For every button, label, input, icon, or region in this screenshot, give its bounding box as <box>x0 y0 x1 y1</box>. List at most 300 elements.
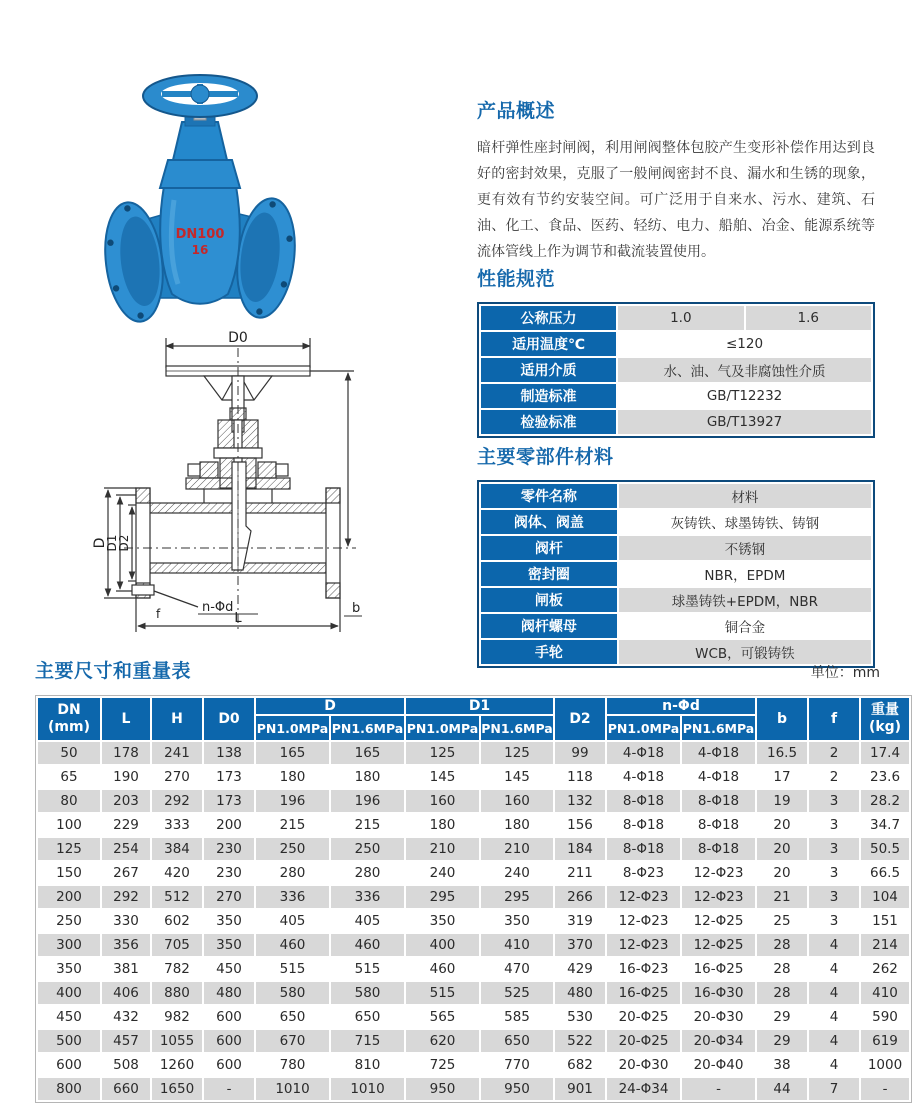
dimension-cell: 590 <box>861 1006 909 1028</box>
dimension-cell: 190 <box>102 766 150 788</box>
dimensions-title: 主要尺寸和重量表 <box>35 660 192 682</box>
dimension-cell: 12-Φ25 <box>682 934 755 956</box>
product-photo <box>100 60 300 335</box>
col-header-d0: D0 <box>204 698 254 740</box>
material-value: 球墨铸铁+EPDM，NBR <box>619 588 871 612</box>
dimension-cell: 230 <box>204 838 254 860</box>
dimension-cell: 400 <box>406 934 479 956</box>
dimension-cell: 125 <box>406 742 479 764</box>
dimension-cell: 65 <box>38 766 100 788</box>
dimension-row <box>38 766 909 788</box>
dimension-cell: 180 <box>406 814 479 836</box>
material-part-name: 阀杆 <box>481 536 617 560</box>
dimension-cell: 470 <box>481 958 553 980</box>
materials-title: 主要零部件材料 <box>477 446 614 468</box>
dimension-cell: 16-Φ30 <box>682 982 755 1004</box>
col-header-d: D <box>256 698 404 714</box>
material-value: WCB，可锻铸铁 <box>619 640 871 664</box>
dimension-cell: 600 <box>204 1030 254 1052</box>
dimension-cell: 800 <box>38 1078 100 1100</box>
dimension-cell: 350 <box>204 910 254 932</box>
valve-marking-pn: 16 <box>191 243 209 257</box>
material-value: 材料 <box>619 484 871 508</box>
dimension-cell: 3 <box>809 814 859 836</box>
dimension-cell: 512 <box>152 886 202 908</box>
dimension-cell: 4-Φ18 <box>607 742 680 764</box>
material-row <box>481 484 871 508</box>
dimension-cell: 370 <box>555 934 605 956</box>
dimension-cell: 20-Φ25 <box>607 1006 680 1028</box>
dimension-row <box>38 1054 909 1076</box>
specs-title: 性能规范 <box>477 268 556 290</box>
dimension-cell: 180 <box>256 766 329 788</box>
dimension-cell: 450 <box>204 958 254 980</box>
spec-value: 水、油、气及非腐蚀性介质 <box>618 358 871 382</box>
material-part-name: 阀体、阀盖 <box>481 510 617 534</box>
material-row <box>481 510 871 534</box>
dim-label-d1: D1 <box>105 534 119 552</box>
dim-label-d2: D2 <box>117 534 131 552</box>
dimension-cell: 165 <box>256 742 329 764</box>
dimension-cell: 1010 <box>256 1078 329 1100</box>
col-header-f: f <box>809 698 859 740</box>
dimension-cell: 600 <box>204 1054 254 1076</box>
dimension-cell: 210 <box>406 838 479 860</box>
dimension-cell: 4-Φ18 <box>682 766 755 788</box>
dimension-cell: 240 <box>406 862 479 884</box>
dim-label-l: L <box>234 611 242 626</box>
subheader-d1-pn16: PN1.6MPa <box>481 716 553 740</box>
dimension-cell: 16-Φ25 <box>682 958 755 980</box>
dimension-cell: 132 <box>555 790 605 812</box>
col-header-n-phid: n-Φd <box>607 698 755 714</box>
dimension-cell: 200 <box>204 814 254 836</box>
dimension-cell: 38 <box>757 1054 807 1076</box>
dimension-cell: 8-Φ18 <box>682 814 755 836</box>
dimension-cell: 330 <box>102 910 150 932</box>
dimension-cell: 8-Φ18 <box>682 838 755 860</box>
dimension-cell: 138 <box>204 742 254 764</box>
dimension-cell: 178 <box>102 742 150 764</box>
dimension-cell: 262 <box>861 958 909 980</box>
dimension-cell: 450 <box>38 1006 100 1028</box>
dim-label-n-phid: n-Φd <box>202 600 234 615</box>
dimension-row <box>38 886 909 908</box>
dimension-cell: - <box>861 1078 909 1100</box>
dim-label-f: f <box>156 607 161 621</box>
spec-value: GB/T12232 <box>618 384 871 408</box>
dimension-cell: 4 <box>809 958 859 980</box>
dimension-cell: 4 <box>809 1006 859 1028</box>
dimension-cell: 50 <box>38 742 100 764</box>
col-header-dn: DN (mm) <box>38 698 100 740</box>
yoke <box>173 122 227 160</box>
dimension-cell: 240 <box>481 862 553 884</box>
spec-row <box>481 384 871 408</box>
dimension-cell: 34.7 <box>861 814 909 836</box>
dimension-cell: 810 <box>331 1054 404 1076</box>
dimension-cell: 100 <box>38 814 100 836</box>
material-value: 铜合金 <box>619 614 871 638</box>
dimension-cell: 173 <box>204 790 254 812</box>
dimension-cell: 160 <box>406 790 479 812</box>
dim-label-b: b <box>352 601 361 616</box>
material-row <box>481 562 871 586</box>
dim-label-d: D <box>92 537 108 549</box>
bonnet <box>160 160 240 188</box>
dimension-cell: 319 <box>555 910 605 932</box>
dimension-row <box>38 1030 909 1052</box>
spec-row <box>481 306 871 330</box>
dimension-cell: - <box>682 1078 755 1100</box>
dimension-cell: 12-Φ23 <box>607 934 680 956</box>
dimension-cell: 901 <box>555 1078 605 1100</box>
dimension-cell: 16-Φ25 <box>607 982 680 1004</box>
dimension-cell: 4 <box>809 934 859 956</box>
dimension-cell: 160 <box>481 790 553 812</box>
dimension-cell: 12-Φ23 <box>682 886 755 908</box>
handwheel <box>143 75 257 117</box>
dimension-cell: 16-Φ23 <box>607 958 680 980</box>
dimension-row <box>38 790 909 812</box>
material-part-name: 零件名称 <box>481 484 617 508</box>
col-header-l: L <box>102 698 150 740</box>
section-dimensions <box>35 660 903 1103</box>
dimension-cell: 80 <box>38 790 100 812</box>
dimension-row <box>38 838 909 860</box>
dimension-cell: 292 <box>152 790 202 812</box>
dimension-cell: 336 <box>331 886 404 908</box>
dimension-cell: 460 <box>331 934 404 956</box>
dimension-cell: 3 <box>809 910 859 932</box>
dimension-cell: 950 <box>481 1078 553 1100</box>
subheader-nphid-pn16: PN1.6MPa <box>682 716 755 740</box>
dimension-cell: 254 <box>102 838 150 860</box>
dimension-cell: 214 <box>861 934 909 956</box>
dimension-cell: 25 <box>757 910 807 932</box>
dimension-cell: 602 <box>152 910 202 932</box>
dimension-cell: 8-Φ18 <box>607 790 680 812</box>
dimension-row <box>38 742 909 764</box>
dimension-row <box>38 814 909 836</box>
col-header-weight: 重量 (kg) <box>861 698 909 740</box>
dimension-cell: 4 <box>809 982 859 1004</box>
dimension-cell: 525 <box>481 982 553 1004</box>
dimension-cell: 682 <box>555 1054 605 1076</box>
gate-valve-photo-illustration <box>100 60 300 335</box>
dimension-cell: 480 <box>204 982 254 1004</box>
dimension-cell: 17.4 <box>861 742 909 764</box>
dimension-cell: 215 <box>256 814 329 836</box>
dimension-cell: 705 <box>152 934 202 956</box>
dimension-cell: 650 <box>331 1006 404 1028</box>
dimension-cell: 336 <box>256 886 329 908</box>
dimension-cell: 650 <box>481 1030 553 1052</box>
dimension-cell: 196 <box>256 790 329 812</box>
dimension-cell: 381 <box>102 958 150 980</box>
dimension-cell: 770 <box>481 1054 553 1076</box>
dimension-cell: 384 <box>152 838 202 860</box>
dimension-cell: 184 <box>555 838 605 860</box>
specs-table <box>477 302 875 438</box>
dimension-cell: 29 <box>757 1030 807 1052</box>
dimension-cell: 3 <box>809 862 859 884</box>
dimension-cell: 4 <box>809 1054 859 1076</box>
dimension-cell: 125 <box>481 742 553 764</box>
dimension-cell: 200 <box>38 886 100 908</box>
dimension-cell: 165 <box>331 742 404 764</box>
dimension-cell: 295 <box>406 886 479 908</box>
dimension-cell: 880 <box>152 982 202 1004</box>
dimension-cell: 515 <box>256 958 329 980</box>
material-part-name: 手轮 <box>481 640 617 664</box>
dimension-cell: 405 <box>331 910 404 932</box>
dimension-cell: 270 <box>152 766 202 788</box>
dimension-cell: 24-Φ34 <box>607 1078 680 1100</box>
material-value: NBR，EPDM <box>619 562 871 586</box>
dimension-cell: 432 <box>102 1006 150 1028</box>
dimension-cell: 20-Φ25 <box>607 1030 680 1052</box>
subheader-d-pn16: PN1.6MPa <box>331 716 404 740</box>
dimension-cell: 250 <box>38 910 100 932</box>
dimension-cell: 1055 <box>152 1030 202 1052</box>
material-part-name: 密封圈 <box>481 562 617 586</box>
material-part-name: 阀杆螺母 <box>481 614 617 638</box>
dimension-cell: 210 <box>481 838 553 860</box>
dimension-cell: 650 <box>256 1006 329 1028</box>
dimensions-table <box>35 695 912 1103</box>
dimension-cell: 3 <box>809 886 859 908</box>
dimension-cell: 585 <box>481 1006 553 1028</box>
dimension-cell: 7 <box>809 1078 859 1100</box>
dimension-cell: 522 <box>555 1030 605 1052</box>
section-overview <box>477 100 875 265</box>
dimension-cell: 400 <box>38 982 100 1004</box>
dimension-cell: 250 <box>331 838 404 860</box>
col-header-b: b <box>757 698 807 740</box>
dimension-cell: 229 <box>102 814 150 836</box>
dimension-cell: 29 <box>757 1006 807 1028</box>
dimension-cell: 780 <box>256 1054 329 1076</box>
material-row <box>481 536 871 560</box>
dimension-cell: 580 <box>256 982 329 1004</box>
dimension-cell: 8-Φ18 <box>607 814 680 836</box>
dimension-cell: 280 <box>331 862 404 884</box>
dimension-cell: 267 <box>102 862 150 884</box>
dimension-cell: 530 <box>555 1006 605 1028</box>
dimension-cell: 2 <box>809 742 859 764</box>
dimension-cell: 8-Φ23 <box>607 862 680 884</box>
dimension-row <box>38 958 909 980</box>
dimension-cell: 196 <box>331 790 404 812</box>
dimension-cell: 99 <box>555 742 605 764</box>
dimension-cell: 19 <box>757 790 807 812</box>
dimension-cell: 982 <box>152 1006 202 1028</box>
dimension-cell: 515 <box>331 958 404 980</box>
dimension-cell: 3 <box>809 790 859 812</box>
materials-table <box>477 480 875 668</box>
dimension-cell: 66.5 <box>861 862 909 884</box>
dimension-cell: 950 <box>406 1078 479 1100</box>
dimension-cell: 17 <box>757 766 807 788</box>
section-specs <box>477 268 875 438</box>
dimension-cell: 150 <box>38 862 100 884</box>
spec-row <box>481 332 871 356</box>
dimension-cell: 104 <box>861 886 909 908</box>
dimension-cell: 156 <box>555 814 605 836</box>
section-materials <box>477 446 875 668</box>
dimension-cell: 460 <box>406 958 479 980</box>
spec-value: GB/T13927 <box>618 410 871 434</box>
dimension-row <box>38 982 909 1004</box>
dimension-row <box>38 910 909 932</box>
overview-body: 暗杆弹性座封闸阀，利用闸阀整体包胶产生变形补偿作用达到良好的密封效果，克服了一般闸阀密封不良、漏水和生锈的现象，更有效有节约安装空间。可广泛用于自来水、污水、建筑、石油、化工、食品、医药、轻纺、电力、船舶、冶金、能源系统等流体管线上作为调节和截流装置使用。 <box>477 140 875 260</box>
col-header-d1: D1 <box>406 698 553 714</box>
dimension-cell: 1000 <box>861 1054 909 1076</box>
dimension-cell: 211 <box>555 862 605 884</box>
material-part-name: 闸板 <box>481 588 617 612</box>
dimension-cell: 8-Φ18 <box>682 790 755 812</box>
overview-title: 产品概述 <box>477 100 556 122</box>
dimension-cell: 350 <box>406 910 479 932</box>
subheader-nphid-pn10: PN1.0MPa <box>607 716 680 740</box>
col-header-h: H <box>152 698 202 740</box>
dimension-cell: 8-Φ18 <box>607 838 680 860</box>
dimension-cell: 180 <box>331 766 404 788</box>
dimension-cell: 20-Φ30 <box>607 1054 680 1076</box>
dimension-cell: 28.2 <box>861 790 909 812</box>
dimension-cell: 20-Φ30 <box>682 1006 755 1028</box>
dimension-cell: 457 <box>102 1030 150 1052</box>
dimension-row <box>38 1078 909 1100</box>
dimension-cell: 782 <box>152 958 202 980</box>
dimension-cell: 3 <box>809 838 859 860</box>
dimension-cell: 280 <box>256 862 329 884</box>
dimension-cell: 429 <box>555 958 605 980</box>
dimension-cell: 460 <box>256 934 329 956</box>
spec-label: 检验标准 <box>481 410 616 434</box>
dimension-cell: 118 <box>555 766 605 788</box>
dimension-cell: 715 <box>331 1030 404 1052</box>
dimension-cell: 12-Φ25 <box>682 910 755 932</box>
subheader-d-pn10: PN1.0MPa <box>256 716 329 740</box>
dimensions-unit-label: 单位：mm <box>810 665 880 681</box>
material-row <box>481 614 871 638</box>
technical-drawing <box>86 330 394 652</box>
dimension-cell: 406 <box>102 982 150 1004</box>
dimension-cell: 180 <box>481 814 553 836</box>
spec-value: ≤120 <box>618 332 871 356</box>
dimension-cell: 1650 <box>152 1078 202 1100</box>
dimension-cell: 410 <box>861 982 909 1004</box>
dimension-cell: 508 <box>102 1054 150 1076</box>
dimension-cell: 20-Φ34 <box>682 1030 755 1052</box>
dimension-cell: 20 <box>757 838 807 860</box>
dimension-cell: 295 <box>481 886 553 908</box>
valve-marking-dn: DN100 <box>175 227 225 242</box>
dimension-row <box>38 1006 909 1028</box>
dimension-cell: 270 <box>204 886 254 908</box>
dimension-cell: 333 <box>152 814 202 836</box>
spec-label: 适用温度℃ <box>481 332 616 356</box>
dimension-cell: 356 <box>102 934 150 956</box>
dimension-cell: 241 <box>152 742 202 764</box>
dimension-cell: 600 <box>38 1054 100 1076</box>
material-row <box>481 588 871 612</box>
dimension-cell: 173 <box>204 766 254 788</box>
dimension-cell: 145 <box>481 766 553 788</box>
dimension-cell: 50.5 <box>861 838 909 860</box>
dimension-cell: 12-Φ23 <box>682 862 755 884</box>
dim-label-d0: D0 <box>228 330 248 346</box>
dimension-cell: 125 <box>38 838 100 860</box>
spec-label: 制造标准 <box>481 384 616 408</box>
col-header-d2: D2 <box>555 698 605 740</box>
dimension-cell: 619 <box>861 1030 909 1052</box>
dimension-cell: 4-Φ18 <box>682 742 755 764</box>
dimension-cell: 515 <box>406 982 479 1004</box>
dimension-cell: 44 <box>757 1078 807 1100</box>
dimension-cell: 670 <box>256 1030 329 1052</box>
dimension-cell: 580 <box>331 982 404 1004</box>
spec-label: 公称压力 <box>481 306 616 330</box>
dimension-cell: 350 <box>204 934 254 956</box>
dimension-cell: 21 <box>757 886 807 908</box>
spec-value: 1.6 <box>746 306 871 330</box>
dimension-cell: 28 <box>757 982 807 1004</box>
dimension-cell: 410 <box>481 934 553 956</box>
material-value: 灰铸铁、球墨铸铁、铸钢 <box>619 510 871 534</box>
dimension-cell: 1010 <box>331 1078 404 1100</box>
spec-value: 1.0 <box>618 306 743 330</box>
dimension-cell: 4-Φ18 <box>607 766 680 788</box>
dimension-cell: 12-Φ23 <box>607 886 680 908</box>
dimension-cell: 405 <box>256 910 329 932</box>
dimension-cell: 300 <box>38 934 100 956</box>
dimension-cell: 20 <box>757 862 807 884</box>
material-value: 不锈钢 <box>619 536 871 560</box>
dimension-cell: 4 <box>809 1030 859 1052</box>
dimension-cell: 215 <box>331 814 404 836</box>
dimension-cell: 250 <box>256 838 329 860</box>
dimension-cell: 725 <box>406 1054 479 1076</box>
spec-row <box>481 358 871 382</box>
dimension-cell: 292 <box>102 886 150 908</box>
dimension-cell: 28 <box>757 958 807 980</box>
dimension-cell: 16.5 <box>757 742 807 764</box>
dimension-cell: 151 <box>861 910 909 932</box>
dimension-cell: 600 <box>204 1006 254 1028</box>
dimension-row <box>38 934 909 956</box>
dimension-cell: 350 <box>38 958 100 980</box>
dimension-cell: 660 <box>102 1078 150 1100</box>
dimension-cell: 620 <box>406 1030 479 1052</box>
dimension-cell: 203 <box>102 790 150 812</box>
dimension-cell: 2 <box>809 766 859 788</box>
dimension-cell: 20-Φ40 <box>682 1054 755 1076</box>
dimension-cell: 12-Φ23 <box>607 910 680 932</box>
dimension-cell: 230 <box>204 862 254 884</box>
dimension-cell: 565 <box>406 1006 479 1028</box>
dimension-cell: 480 <box>555 982 605 1004</box>
dimension-cell: 350 <box>481 910 553 932</box>
spec-row <box>481 410 871 434</box>
dimension-cell: 1260 <box>152 1054 202 1076</box>
dimension-cell: 28 <box>757 934 807 956</box>
subheader-d1-pn10: PN1.0MPa <box>406 716 479 740</box>
dimension-cell: 23.6 <box>861 766 909 788</box>
dimension-cell: 420 <box>152 862 202 884</box>
